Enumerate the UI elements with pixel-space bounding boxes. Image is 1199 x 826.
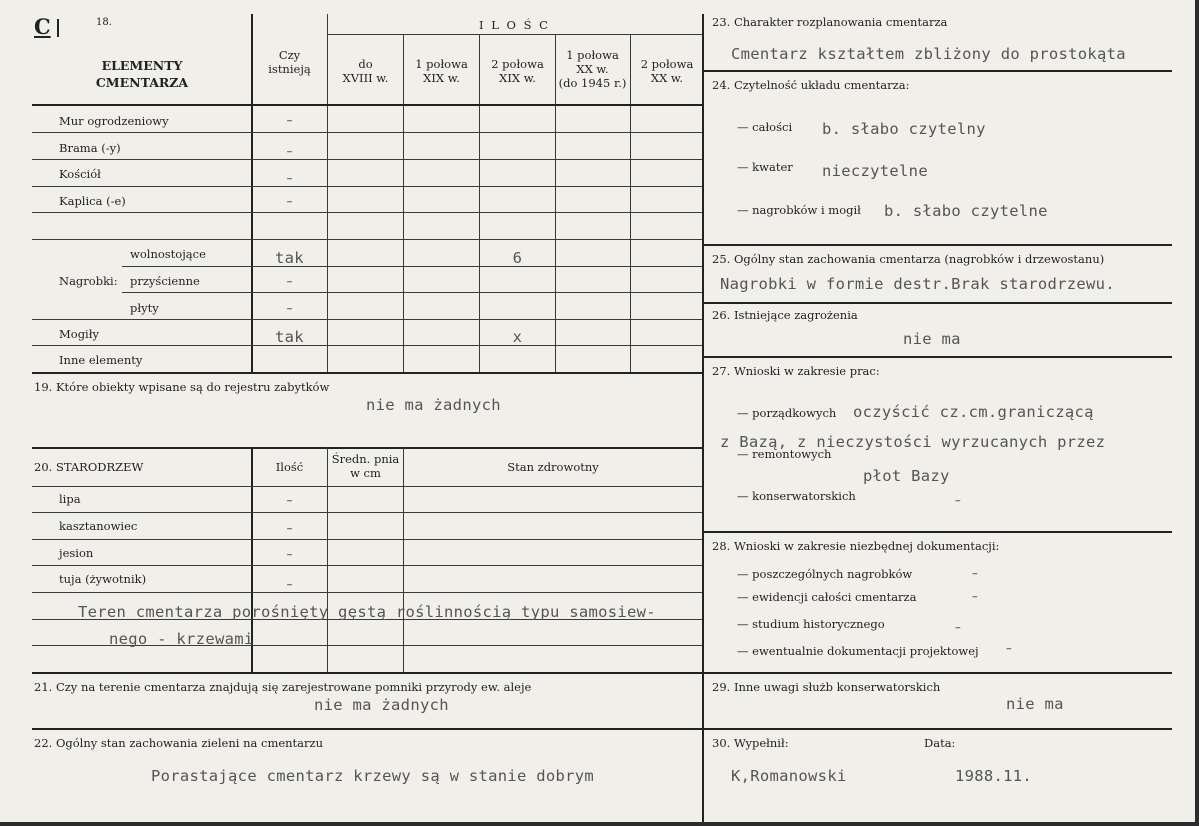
row-divider <box>32 512 702 513</box>
section-divider <box>32 447 702 449</box>
section-25-answer: Nagrobki w formie destr.Brak starodrzewu. <box>720 275 1115 293</box>
nagrobki-label: Nagrobki: <box>59 274 118 288</box>
section-divider <box>704 672 1172 674</box>
row-divider <box>32 592 702 593</box>
column-header: Średn. pnia w cm <box>331 452 400 480</box>
documentation-item: — poszczególnych nagrobków <box>737 567 913 581</box>
row-label: Kaplica (-e) <box>59 194 126 208</box>
tree-qty: – <box>286 521 293 535</box>
section-29-label: 29. Inne uwagi służb konserwatorskich <box>712 680 941 694</box>
legibility-item: — kwater <box>737 160 793 174</box>
documentation-answer: – <box>955 620 961 634</box>
works-answer: – <box>955 493 961 507</box>
tree-label: tuja (żywotnik) <box>59 572 147 586</box>
row-label: wolnostojące <box>130 247 206 261</box>
exists-value: tak <box>275 249 304 267</box>
section-30-label: 30. Wypełnił: <box>712 736 789 750</box>
legibility-answer: b. słabo czytelny <box>822 120 986 138</box>
exists-value: tak <box>275 328 304 346</box>
tree-label: jesion <box>59 546 94 560</box>
row-divider <box>122 292 702 293</box>
period-header: 2 połowa XX w. <box>640 57 694 85</box>
tree-qty: – <box>286 577 293 591</box>
quantity-value: x <box>512 328 523 346</box>
section-19-label: 19. Które obiekty wpisane są do rejestru zabytków <box>34 380 330 394</box>
section-23-answer: Cmentarz kształtem zbliżony do prostokąta <box>731 45 1126 63</box>
works-item: — konserwatorskich <box>737 489 856 503</box>
filled-by-name: K,Romanowski <box>731 767 847 785</box>
documentation-item: — ewidencji całości cmentarza <box>737 590 917 604</box>
exists-value: – <box>286 301 293 315</box>
row-label: Mogiły <box>59 327 99 341</box>
row-divider <box>32 239 702 240</box>
row-divider <box>32 486 702 487</box>
documentation-answer: – <box>1006 641 1012 655</box>
works-item: — remontowych <box>737 447 832 461</box>
row-label: płyty <box>130 301 159 315</box>
row-divider <box>122 266 702 267</box>
period-header: 2 połowa XIX w. <box>491 57 544 85</box>
vegetation-note: nego - krzewami <box>109 630 254 648</box>
row-divider <box>32 345 702 346</box>
section-19-answer: nie ma żadnych <box>366 396 501 414</box>
filled-date: 1988.11. <box>955 767 1033 785</box>
works-item: — porządkowych <box>737 406 837 420</box>
section-divider <box>32 728 702 730</box>
period-header: 1 połowa XIX w. <box>415 57 468 85</box>
section-26-answer: nie ma <box>903 330 961 348</box>
tree-label: kasztanowiec <box>59 519 138 533</box>
works-answer: oczyścić cz.cm.graniczącą <box>853 403 1094 421</box>
row-divider <box>32 212 702 213</box>
row-divider <box>327 34 702 35</box>
exists-value: – <box>286 194 293 208</box>
section-23-label: 23. Charakter rozplanowania cmentarza <box>712 15 948 29</box>
exists-header: Czy istnieją <box>268 48 311 76</box>
row-divider <box>32 565 702 566</box>
section-divider <box>704 302 1172 304</box>
row-label: Kościół <box>59 167 101 181</box>
section-divider <box>704 70 1172 72</box>
section-29-answer: nie ma <box>1006 695 1064 713</box>
col-divider <box>403 447 404 672</box>
section-divider <box>32 672 702 674</box>
works-answer: z Bazą, z nieczystości wyrzucanych przez <box>720 433 1106 451</box>
legibility-answer: nieczytelne <box>822 162 928 180</box>
letter-bar <box>57 19 59 37</box>
exists-value: – <box>286 171 293 185</box>
row-divider <box>32 539 702 540</box>
legibility-item: — całości <box>737 120 793 134</box>
row-label: Brama (-y) <box>59 141 121 155</box>
legibility-answer: b. słabo czytelne <box>884 202 1048 220</box>
card-letter: C <box>34 14 51 39</box>
center-divider <box>702 14 704 822</box>
exists-value: – <box>286 274 293 288</box>
row-label: Mur ogrodzeniowy <box>59 114 169 128</box>
section-divider <box>704 728 1172 730</box>
section-divider <box>32 372 702 374</box>
works-answer: płot Bazy <box>863 467 950 485</box>
section-24-label: 24. Czytelność układu cmentarza: <box>712 78 910 92</box>
period-header: 1 połowa XX w. (do 1945 r.) <box>558 48 627 90</box>
documentation-answer: – <box>972 566 978 580</box>
section-25-label: 25. Ogólny stan zachowania cmentarza (nagrobków i drzewostanu) <box>712 252 1105 266</box>
section-21-answer: nie ma żadnych <box>314 696 449 714</box>
legibility-item: — nagrobków i mogił <box>737 203 861 217</box>
section-22-label: 22. Ogólny stan zachowania zieleni na cmentarzu <box>34 736 323 750</box>
elements-header: ELEMENTY CMENTARZA <box>95 58 189 90</box>
row-label: Inne elementy <box>59 353 143 367</box>
row-divider <box>32 132 702 133</box>
exists-value: – <box>286 144 293 158</box>
tree-qty: – <box>286 547 293 561</box>
documentation-item: — ewentualnie dokumentacji projektowej <box>737 644 979 658</box>
section-number: 18. <box>96 17 112 28</box>
column-header: Ilość <box>275 460 304 474</box>
date-label: Data: <box>924 736 956 750</box>
section-divider <box>704 244 1172 246</box>
row-divider <box>32 104 702 106</box>
tree-label: lipa <box>59 492 81 506</box>
quantity-value: 6 <box>512 249 523 267</box>
section-28-label: 28. Wnioski w zakresie niezbędnej dokumentacji: <box>712 539 1000 553</box>
row-divider <box>32 159 702 160</box>
row-divider <box>32 186 702 187</box>
documentation-item: — studium historycznego <box>737 617 885 631</box>
section-27-label: 27. Wnioski w zakresie prac: <box>712 364 880 378</box>
col-divider <box>327 447 328 672</box>
vegetation-note: Teren cmentarza porośnięty gęstą roślinnością typu samosiew- <box>78 603 656 621</box>
section-26-label: 26. Istniejące zagrożenia <box>712 308 858 322</box>
tree-qty: – <box>286 493 293 507</box>
quantity-header: I L O Ś C <box>479 18 550 32</box>
row-divider <box>32 319 702 320</box>
column-header: Stan zdrowotny <box>507 460 599 474</box>
section-divider <box>704 531 1172 533</box>
exists-value: – <box>286 113 293 127</box>
row-label: przyścienne <box>130 274 200 288</box>
documentation-answer: – <box>972 589 978 603</box>
section-21-label: 21. Czy na terenie cmentarza znajdują się zarejestrowane pomniki przyrody ew. aleje <box>34 680 532 694</box>
section-20-title: 20. STARODRZEW <box>34 460 144 474</box>
period-header: do XVIII w. <box>342 57 389 85</box>
section-22-answer: Porastające cmentarz krzewy są w stanie dobrym <box>151 767 595 785</box>
section-divider <box>704 356 1172 358</box>
